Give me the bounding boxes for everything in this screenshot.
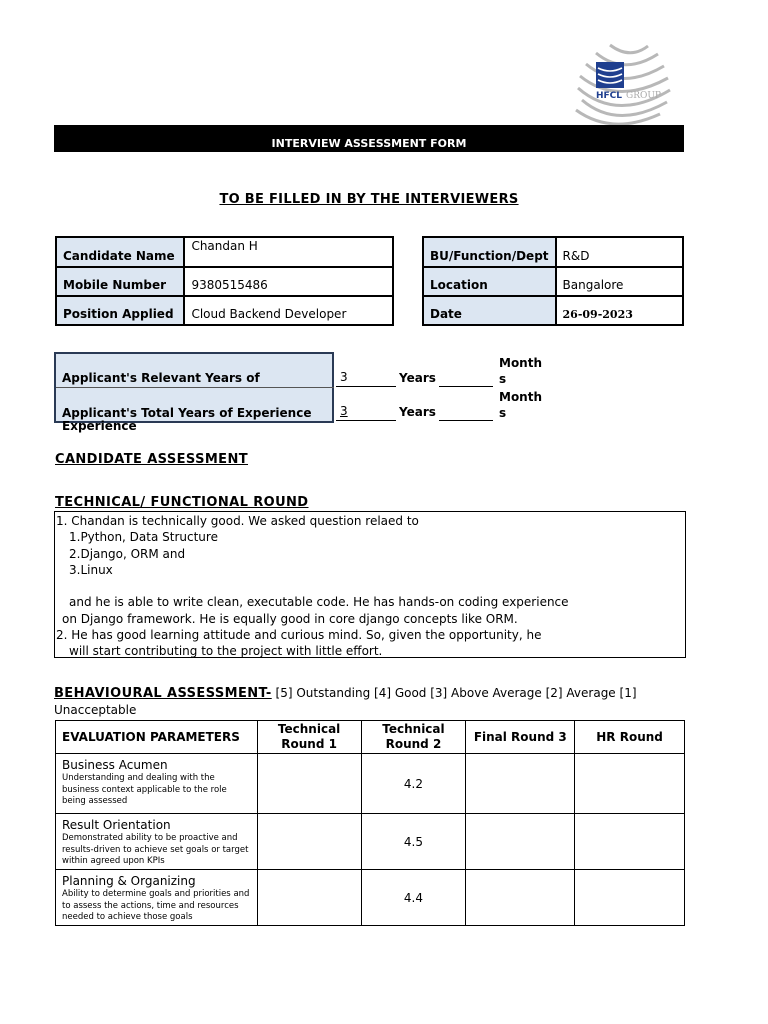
column-header: Technical Round 1 [257,721,361,754]
score-final-round-3[interactable] [466,814,575,870]
score-technical-round-2[interactable]: 4.4 [361,870,466,926]
months-label-part: Month [499,390,543,404]
feedback-line [56,578,685,594]
parameter-cell [56,870,258,926]
total-years-label: Years [399,405,436,419]
parameter-name: Planning & Organizing [62,874,196,888]
relevant-years-input[interactable]: 3 [336,370,396,387]
table-header-row [56,721,685,754]
mobile-number-value[interactable]: 9380515486 [184,267,393,296]
globe-logo-icon [572,40,672,130]
parameter-description: Understanding and dealing with the business context applicable to the role being assessed [62,773,227,806]
company-logo [572,40,672,130]
department-info-table [422,236,684,326]
relevant-years-label: Years [399,371,436,385]
table-row [423,237,683,267]
relevant-experience-label: Applicant's Relevant Years of Experience [56,354,334,388]
form-subtitle: TO BE FILLED IN BY THE INTERVIEWERS [219,192,519,207]
table-row [56,814,685,870]
table-row [423,267,683,296]
parameter-name: Business Acumen [62,758,168,772]
feedback-line: on Django framework. He is equally good in core django concepts like ORM. [62,611,518,626]
months-label-part: s [499,372,507,386]
table-row [56,870,685,926]
parameter-description: Ability to determine goals and priorities and to assess the actions, time and resources needed to achieve those goals [62,889,250,922]
candidate-name-label: Candidate Name [56,237,184,267]
column-header: Final Round 3 [466,721,575,754]
score-final-round-3[interactable] [466,870,575,926]
candidate-name-value[interactable]: Chandan H [184,237,393,267]
parameter-cell [56,754,258,814]
rating-scale-continued: Unacceptable [54,703,137,717]
evaluation-table [55,720,685,926]
position-applied-value[interactable]: Cloud Backend Developer [184,296,393,325]
svg-text:GROUP: GROUP [626,91,661,101]
svg-text:HFCL: HFCL [596,91,623,101]
feedback-line: 1.Python, Data Structure [69,530,218,545]
feedback-line: will start contributing to the project with little effort. [69,644,383,659]
department-label: BU/Function/Dept [423,237,556,267]
score-technical-round-1[interactable] [257,814,361,870]
candidate-info-table [55,236,394,326]
table-row [56,296,393,325]
behavioural-heading [54,686,637,701]
date-value[interactable]: 26-09-2023 [556,296,683,325]
parameter-name: Result Orientation [62,818,171,832]
parameter-cell [56,814,258,870]
form-title: INTERVIEW ASSESSMENT FORM [54,125,684,152]
relevant-months-label [499,355,542,387]
date-label: Date [423,296,556,325]
table-row [56,754,685,814]
relevant-months-input[interactable] [439,370,493,387]
table-row [423,296,683,325]
department-value[interactable]: R&D [556,237,683,267]
score-hr-round[interactable] [575,814,685,870]
feedback-line: 3.Linux [69,562,113,577]
position-applied-label: Position Applied [56,296,184,325]
total-experience-label: Applicant's Total Years of Experience [62,406,312,420]
months-label-part: Month [499,356,543,370]
mobile-number-label: Mobile Number [56,267,184,296]
technical-feedback-box[interactable] [54,511,686,658]
rating-scale: [5] Outstanding [4] Good [3] Above Average [2] Average [1] [271,686,637,700]
score-technical-round-1[interactable] [257,870,361,926]
feedback-line: 2. He has good learning attitude and curious mind. So, given the opportunity, he [56,628,542,643]
total-years-input[interactable]: 3 [336,404,396,421]
behavioural-title: BEHAVIOURAL ASSESSMENT- [54,686,272,701]
feedback-line: and he is able to write clean, executable code. He has hands-on coding experience [69,595,569,610]
score-technical-round-2[interactable]: 4.2 [361,754,466,814]
total-months-label [499,389,542,421]
experience-labels [54,352,334,433]
feedback-line: 1. Chandan is technically good. We asked question relaed to [56,514,419,528]
column-header: HR Round [575,721,685,754]
table-row [56,237,393,267]
column-header: Technical Round 2 [361,721,466,754]
parameter-description: Demonstrated ability to be proactive and results-driven to achieve set goals or target within agreed upon KPIs [62,833,249,866]
technical-round-heading: TECHNICAL/ FUNCTIONAL ROUND [55,495,309,510]
score-technical-round-1[interactable] [257,754,361,814]
total-months-input[interactable] [439,404,493,421]
score-technical-round-2[interactable]: 4.5 [361,814,466,870]
score-hr-round[interactable] [575,870,685,926]
feedback-line: 2.Django, ORM and [69,546,186,561]
score-final-round-3[interactable] [466,754,575,814]
candidate-assessment-heading: CANDIDATE ASSESSMENT [55,452,249,467]
score-hr-round[interactable] [575,754,685,814]
location-value[interactable]: Bangalore [556,267,683,296]
table-row [56,267,393,296]
location-label: Location [423,267,556,296]
months-label-part: s [499,406,507,420]
column-header: EVALUATION PARAMETERS [56,721,258,754]
